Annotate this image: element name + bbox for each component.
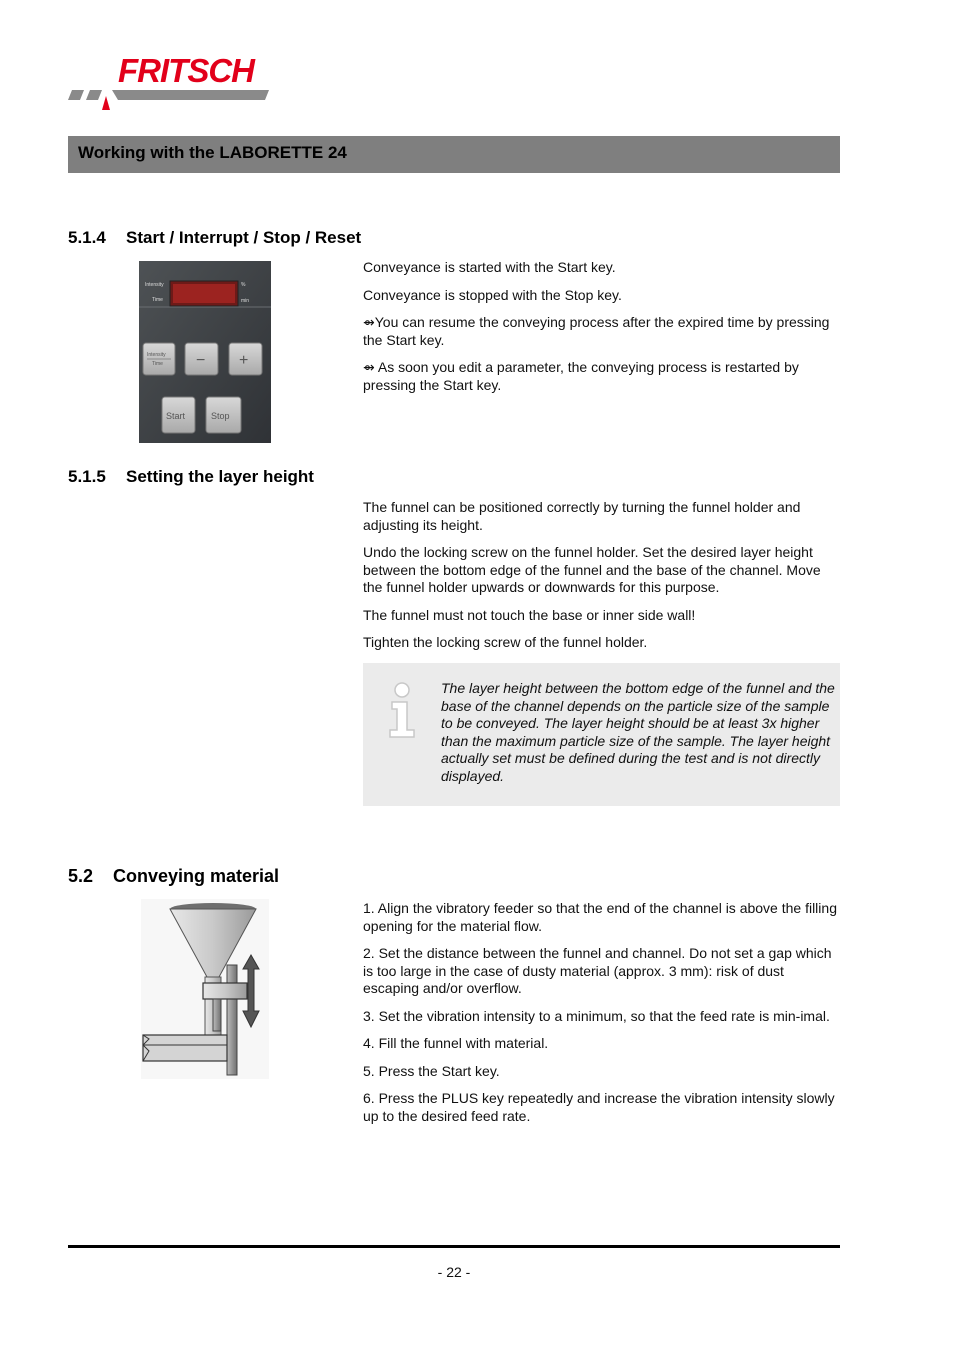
chapter-title: Working with the LABORETTE 24 <box>78 143 347 162</box>
list-item: 5. Press the Start key. <box>363 1062 500 1079</box>
fritsch-logo <box>66 52 286 114</box>
brand-name: FRITSCH <box>118 52 254 89</box>
footer-rule <box>68 1245 840 1248</box>
stop-key-label: Stop <box>211 411 230 421</box>
arrow-icon: ⇴ <box>363 314 375 330</box>
percent-label: % <box>241 282 246 288</box>
section-52-steps <box>363 900 843 1135</box>
minus-key-label: − <box>196 352 206 369</box>
chapter-banner <box>68 136 840 173</box>
funnel-diagram <box>141 899 269 1079</box>
list-item: 2. Set the distance between the funnel and channel. Do not set a gap which is too large in the case of dusty material (approx. 3 mm): risk of dust escaping and/or overflow. <box>363 945 832 996</box>
section-title: Start / Interrupt / Stop / Reset <box>126 228 362 247</box>
paragraph: Tighten the locking screw of the funnel holder. <box>363 634 648 650</box>
arrow-icon: ⇴ <box>363 359 375 375</box>
list-item: 1. Align the vibratory feeder so that the end of the channel is above the filling opening for the material flow. <box>363 900 837 934</box>
time-label: Time <box>152 297 163 303</box>
paragraph: The funnel must not touch the base or inner side wall! <box>363 606 696 623</box>
paragraph: Undo the locking screw on the funnel holder. Set the desired layer height between the bottom edge of the funnel and the base of the channel. Move the funnel holder upwards or downwards for this purpose. <box>363 544 821 595</box>
section-title: Conveying material <box>113 866 280 886</box>
section-514-heading <box>68 228 361 248</box>
control-panel-image <box>139 261 271 443</box>
section-number: 5.1.4 <box>68 228 106 247</box>
intensity-key-label: Intensity <box>147 352 166 358</box>
note-text: The layer height between the bottom edge of the funnel and the base of the channel depends on the particle size of the sample to be conveyed. The layer height should be at least 3x higher than the maximum particle size of the sample. The layer height actually set must be defined during the test and is not directly displayed. <box>441 680 835 784</box>
list-item: 4. Fill the funnel with material. <box>363 1035 549 1051</box>
min-label: min <box>241 298 250 304</box>
info-icon <box>387 681 417 739</box>
start-key-label: Start <box>166 411 186 421</box>
section-515-heading <box>68 467 314 487</box>
list-item: 6. Press the PLUS key repeatedly and increase the vibration intensity slowly up to the desired feed rate. <box>363 1090 835 1124</box>
section-number: 5.1.5 <box>68 467 106 486</box>
section-number: 5.2 <box>68 866 94 886</box>
section-515-text <box>363 499 843 662</box>
paragraph: ⇴You can resume the conveying process after the expired time by pressing the Start key. <box>363 314 830 348</box>
time-key-label: Time <box>152 361 163 367</box>
section-title: Setting the layer height <box>126 467 314 486</box>
intensity-label: Intensity <box>145 282 164 288</box>
paragraph: Conveyance is started with the Start key. <box>363 259 616 275</box>
plus-key-label: + <box>239 352 249 369</box>
list-item: 3. Set the vibration intensity to a minimum, so that the feed rate is min-imal. <box>363 1007 830 1024</box>
paragraph: ⇴ As soon you edit a parameter, the conveying process is restarted by pressing the Start key. <box>363 359 799 393</box>
paragraph: Conveyance is stopped with the Stop key. <box>363 286 622 303</box>
page-number: - 22 - <box>437 1264 471 1280</box>
paragraph: The funnel can be positioned correctly by turning the funnel holder and adjusting its height. <box>363 499 801 533</box>
section-514-text <box>363 259 843 404</box>
info-note <box>363 663 840 806</box>
section-52-heading <box>68 866 279 887</box>
